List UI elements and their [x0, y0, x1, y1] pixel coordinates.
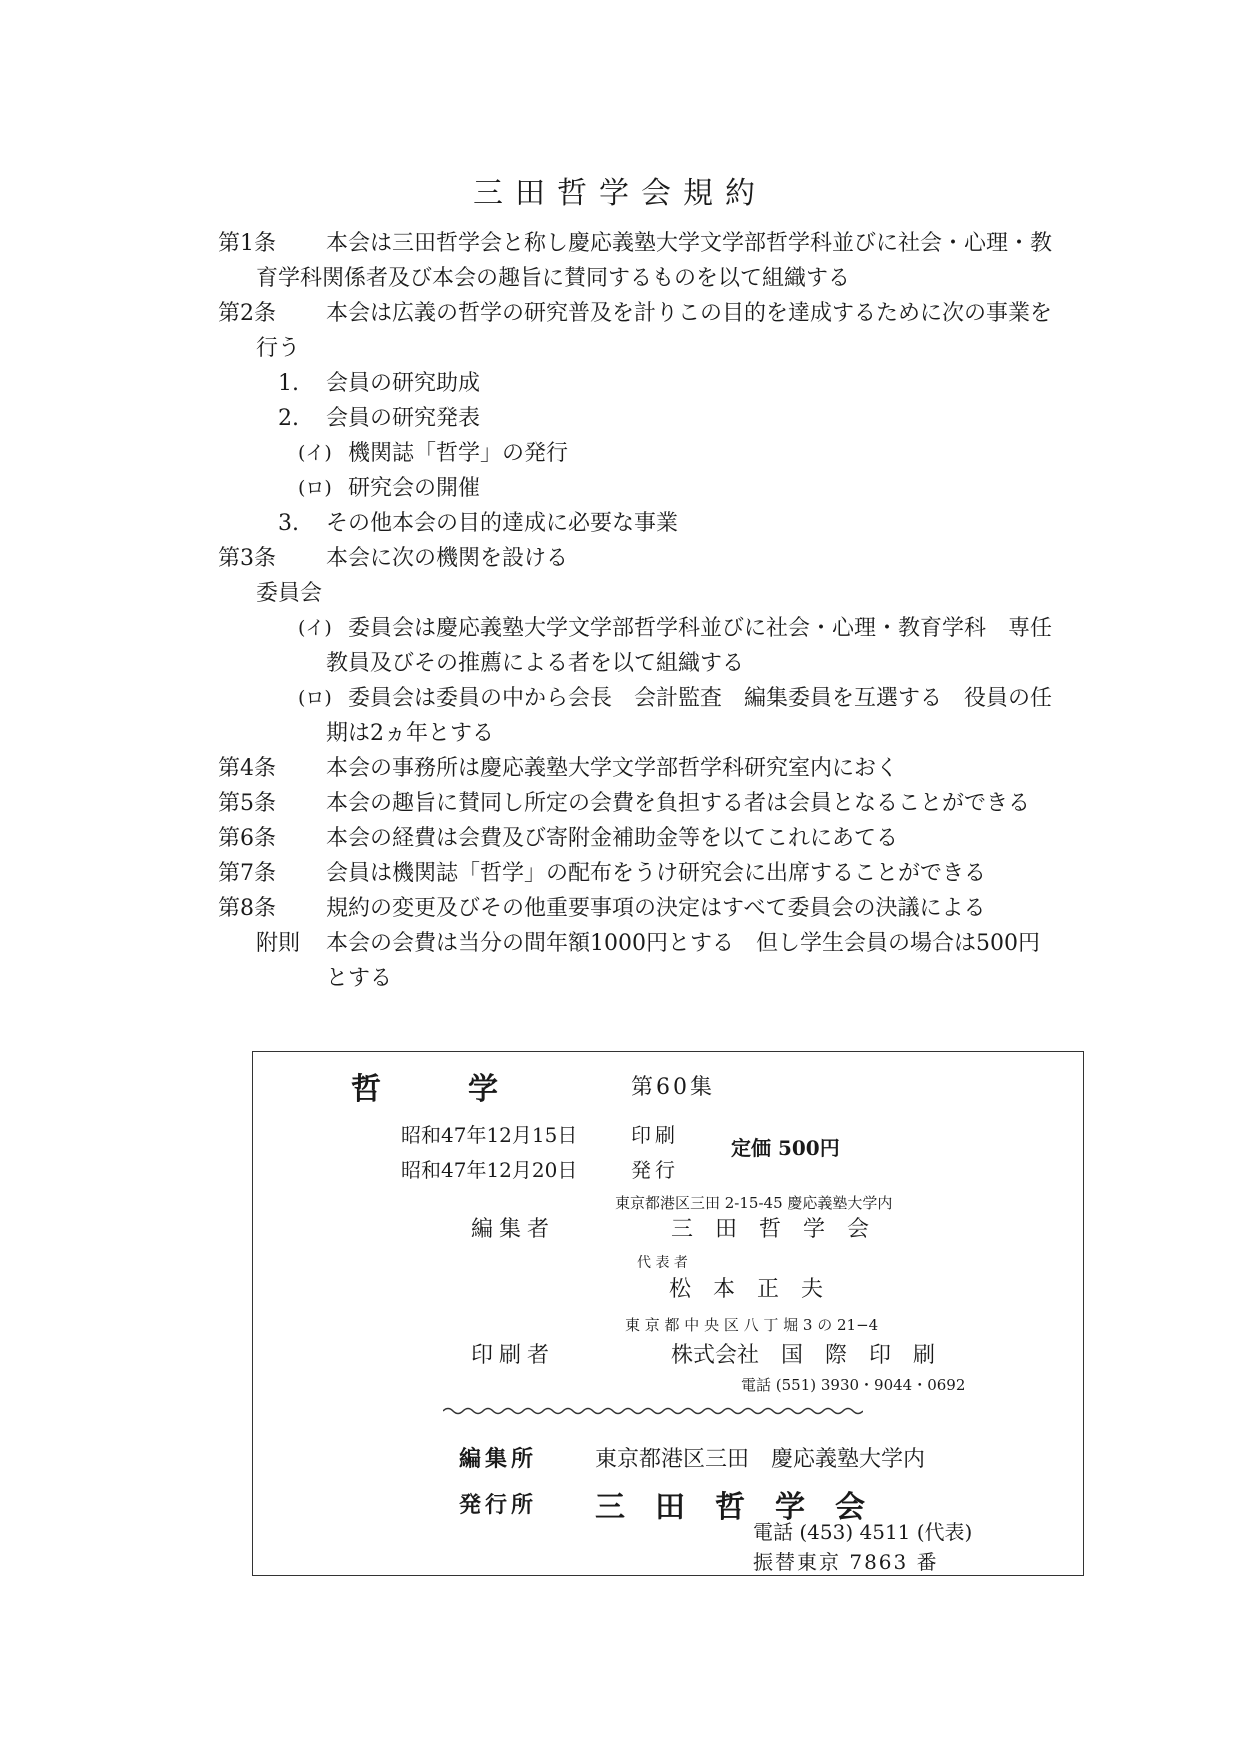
- issue-date: 昭和47年12月20日: [401, 1158, 578, 1182]
- article-8: [218, 891, 1118, 926]
- article-3-heading: [218, 576, 1118, 611]
- item-number: 1.: [278, 371, 299, 396]
- supplementary-provision: [218, 926, 1118, 961]
- sub-item: [218, 471, 1118, 506]
- editor-label: 編集者: [471, 1217, 556, 1242]
- volume-number: 第60集: [631, 1075, 715, 1100]
- sub-item-cont: [218, 716, 1118, 751]
- printer-address: 東 京 都 中 央 区 八 丁 堀 3 の 21−4: [625, 1316, 879, 1334]
- printer-phone: 電話 (551) 3930・9044・0692: [741, 1376, 966, 1394]
- article-7: [218, 856, 1118, 891]
- article-text-cont: 育学科関係者及び本会の趣旨に賛同するものを以て組織する: [256, 266, 851, 291]
- publisher-phone: 電話 (453) 4511 (代表): [753, 1520, 973, 1544]
- supplementary-text-cont: とする: [326, 966, 393, 991]
- sub-item-text: 機関誌「哲学」の発行: [348, 441, 569, 466]
- article-6: [218, 821, 1118, 856]
- item-text: 会員の研究発表: [326, 406, 481, 431]
- item-text: その他本会の目的達成に必要な事業: [326, 511, 679, 536]
- sub-item: [218, 681, 1118, 716]
- article-2-cont: [218, 331, 1118, 366]
- publisher-label: 発行所: [459, 1492, 538, 1518]
- office-label: 編集所: [459, 1446, 538, 1472]
- supplementary-text: 本会の会費は当分の間年額1000円とする 但し学生会員の場合は500円: [326, 931, 1040, 956]
- list-item: [218, 366, 1118, 401]
- item-text: 会員の研究助成: [326, 371, 481, 396]
- postal-transfer-account: 振替東京 7863 番: [753, 1550, 939, 1574]
- journal-title-char-2: 学: [468, 1072, 498, 1107]
- price: 定価 500円: [731, 1136, 840, 1160]
- item-number: 3.: [278, 511, 299, 536]
- sub-item-text: 研究会の開催: [348, 476, 481, 501]
- representative-name: 松 本 正 夫: [669, 1277, 824, 1302]
- article-label: 第5条: [218, 791, 276, 816]
- article-text-cont: 行う: [256, 336, 301, 361]
- supplementary-cont: [218, 961, 1118, 996]
- journal-title-char-1: 哲: [351, 1072, 381, 1107]
- bylaws-articles: [218, 226, 1118, 996]
- list-item: [218, 506, 1118, 541]
- sub-item-cont: [218, 646, 1118, 681]
- article-text: 本会の経費は会費及び寄附金補助金等を以てこれにあてる: [326, 826, 899, 851]
- committee-heading: 委員会: [256, 581, 323, 606]
- sub-item-mark: (イ): [298, 442, 332, 464]
- sub-item-mark: (イ): [298, 617, 332, 639]
- print-label: 印刷: [631, 1123, 679, 1147]
- printer-label: 印刷者: [471, 1343, 556, 1368]
- article-text: 本会に次の機関を設ける: [326, 546, 569, 571]
- article-label: 第6条: [218, 826, 276, 851]
- article-text: 規約の変更及びその他重要事項の決定はすべて委員会の決議による: [326, 896, 986, 921]
- sub-item-mark: (ロ): [298, 687, 332, 709]
- print-date: 昭和47年12月15日: [401, 1123, 578, 1147]
- article-5: [218, 786, 1118, 821]
- article-text: 本会は三田哲学会と称し慶応義塾大学文学部哲学科並びに社会・心理・教: [326, 231, 1053, 256]
- article-text: 本会の事務所は慶応義塾大学文学部哲学科研究室内におく: [326, 756, 899, 781]
- article-label: 第4条: [218, 756, 276, 781]
- representative-label: 代 表 者: [637, 1255, 688, 1271]
- sub-item: [218, 436, 1118, 471]
- article-label: 第8条: [218, 896, 276, 921]
- wavy-divider: [443, 1404, 863, 1418]
- article-text: 会員は機関誌「哲学」の配布をうけ研究会に出席することができる: [326, 861, 987, 886]
- colophon-box: [252, 1051, 1084, 1576]
- article-4: [218, 751, 1118, 786]
- article-label: 第1条: [218, 231, 276, 256]
- list-item: [218, 401, 1118, 436]
- article-label: 第3条: [218, 546, 276, 571]
- sub-item-text-cont: 期は2ヵ年とする: [326, 721, 494, 746]
- page-title: 三田哲学会規約: [473, 176, 767, 211]
- sub-item-text-cont: 教員及びその推薦による者を以て組織する: [326, 651, 745, 676]
- editor-name: 三 田 哲 学 会: [671, 1217, 870, 1242]
- sub-item-text: 委員会は委員の中から会長 会計監査 編集委員を互選する 役員の任: [348, 686, 1053, 711]
- article-label: 第2条: [218, 301, 276, 326]
- issue-label: 発行: [631, 1158, 679, 1182]
- article-1: [218, 226, 1118, 261]
- sub-item-text: 委員会は慶応義塾大学文学部哲学科並びに社会・心理・教育学科 専任: [348, 616, 1053, 641]
- article-2: [218, 296, 1118, 331]
- item-number: 2.: [278, 406, 299, 431]
- article-text: 本会の趣旨に賛同し所定の会費を負担する者は会員となることができる: [326, 791, 1031, 816]
- article-text: 本会は広義の哲学の研究普及を計りこの目的を達成するために次の事業を: [326, 301, 1053, 326]
- publisher-name: 三 田 哲 学 会: [595, 1490, 865, 1525]
- sub-item: [218, 611, 1118, 646]
- article-1-cont: [218, 261, 1118, 296]
- supplementary-label: 附則: [256, 931, 301, 956]
- sub-item-mark: (ロ): [298, 477, 332, 499]
- article-label: 第7条: [218, 861, 276, 886]
- article-3: [218, 541, 1118, 576]
- office-address: 東京都港区三田 慶応義塾大学内: [595, 1447, 926, 1472]
- printer-name: 株式会社 国 際 印 刷: [671, 1343, 936, 1368]
- editor-address: 東京都港区三田 2-15-45 慶応義塾大学内: [615, 1194, 893, 1212]
